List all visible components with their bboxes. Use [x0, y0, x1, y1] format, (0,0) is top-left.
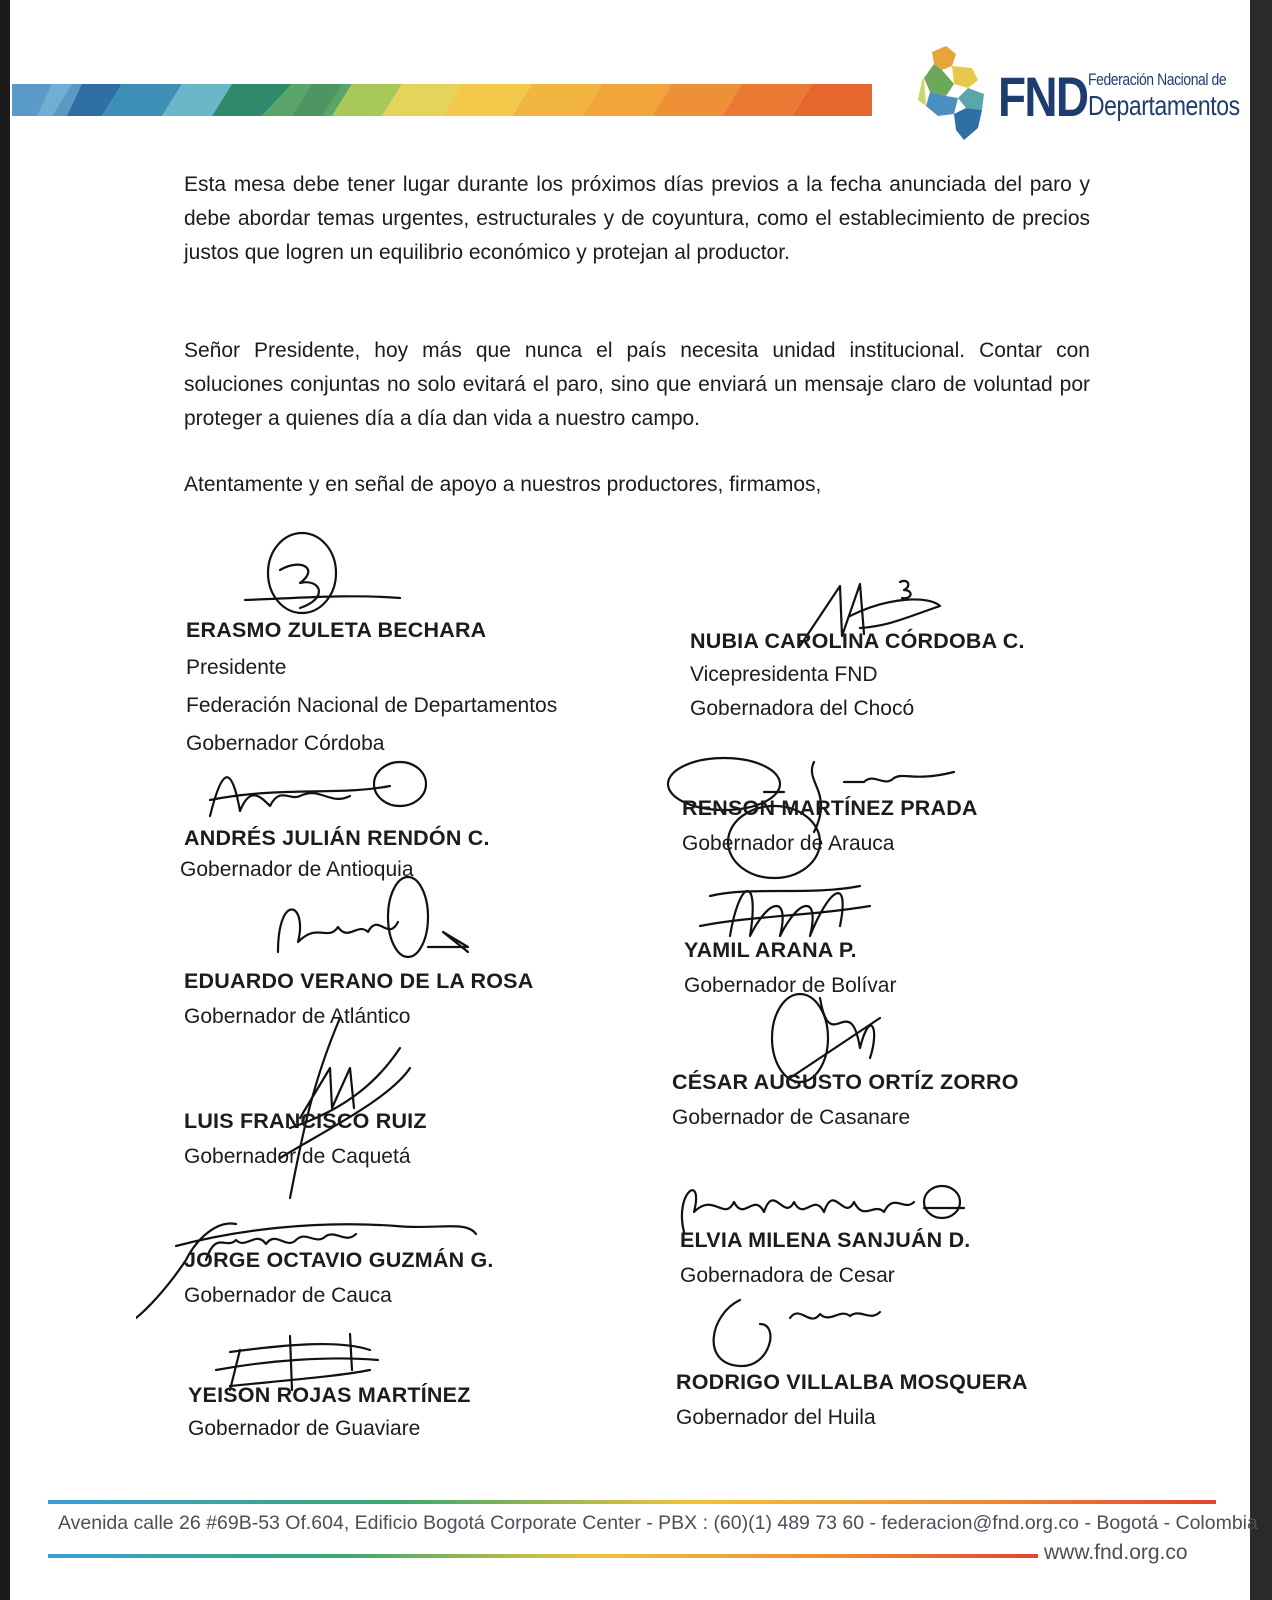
signatory-role: Gobernador de Arauca [682, 832, 895, 855]
signatory-ruiz [184, 1103, 427, 1175]
signatory-verano [184, 963, 533, 1035]
signatory-name: CÉSAR AUGUSTO ORTÍZ ZORRO [672, 1070, 1019, 1094]
signatory-role: Presidente [186, 656, 287, 679]
letter-closing: Atentamente y en señal de apoyo a nuestros productores, firmamos, [184, 473, 822, 496]
logo-line1: Federación Nacional de [1088, 70, 1227, 89]
signatory-name: YAMIL ARANA P. [684, 938, 857, 962]
signatory-role: Gobernador de Caquetá [184, 1145, 411, 1168]
signatory-ortiz [672, 1064, 1019, 1136]
logo-line2: Departamentos [1088, 90, 1240, 121]
signatory-name: ERASMO ZULETA BECHARA [186, 618, 487, 642]
footer-divider-top [48, 1500, 1216, 1504]
signatory-arana [684, 932, 896, 1004]
signatory-role: Gobernador de Bolívar [684, 974, 897, 997]
signatory-name: EDUARDO VERANO DE LA ROSA [184, 969, 534, 993]
letter-paragraph-1: Esta mesa debe tener lugar durante los próximos días previos a la fecha anunciada del paro y debe abordar temas urgentes, estructurales y de coyuntura, como el establecimiento de precios justos que logren un equilibrio económico y protejan al productor. [184, 173, 1090, 264]
page-frame-left [0, 0, 10, 1600]
letter-paragraph-2: Señor Presidente, hoy más que nunca el país necesita unidad institucional. Contar con soluciones conjuntas no solo evitará el paro, sino que enviará un mensaje claro de voluntad por proteger a quienes día a día dan vida a nuestro campo. [184, 339, 1090, 430]
signatory-role: Federación Nacional de Departamentos [186, 694, 558, 717]
page-frame-right [1250, 0, 1272, 1600]
signatory-rojas [188, 1378, 471, 1446]
signatory-name: YEISON ROJAS MARTÍNEZ [188, 1383, 471, 1407]
signatory-name: NUBIA CAROLINA CÓRDOBA C. [690, 629, 1025, 653]
signatory-role: Vicepresidenta FND [690, 663, 878, 686]
signatory-role: Gobernador Córdoba [186, 732, 385, 755]
signatory-name: LUIS FRANCISCO RUIZ [184, 1109, 427, 1133]
signatory-guzman [184, 1242, 494, 1314]
signatory-zuleta [186, 612, 557, 762]
signatory-cordoba [690, 624, 1025, 726]
colombia-map-icon [912, 44, 992, 144]
header-color-band [12, 84, 872, 116]
signatory-martinez [682, 790, 978, 862]
signatory-role: Gobernador de Casanare [672, 1106, 911, 1129]
footer-website-link[interactable]: www.fnd.org.co [1044, 1541, 1188, 1564]
signatory-role: Gobernador de Cauca [184, 1284, 392, 1307]
signatory-role: Gobernadora del Chocó [690, 697, 915, 720]
signatory-name: ANDRÉS JULIÁN RENDÓN C. [184, 826, 490, 850]
footer-address: Avenida calle 26 #69B-53 Of.604, Edificio Bogotá Corporate Center - PBX : (60)(1) 489 73 60 - federacion@fnd.org.co - Bogotá - Colombia [58, 1512, 1258, 1534]
signatory-rendon [180, 822, 490, 886]
footer-divider-bottom [48, 1554, 1038, 1558]
signatory-name: JORGE OCTAVIO GUZMÁN G. [184, 1248, 494, 1272]
signatory-role: Gobernador de Antioquia [180, 858, 414, 881]
signatory-role: Gobernador de Atlántico [184, 1005, 411, 1028]
signatory-name: RENSON MARTÍNEZ PRADA [682, 796, 978, 820]
fnd-logo [912, 44, 1240, 144]
signatory-name: RODRIGO VILLALBA MOSQUERA [676, 1370, 1028, 1394]
signatory-sanjuan [680, 1222, 970, 1294]
signature-villalba [700, 1294, 890, 1374]
signatory-role: Gobernador del Huila [676, 1406, 876, 1429]
logo-acronym: FND [998, 65, 1088, 128]
signatory-role: Gobernadora de Cesar [680, 1264, 895, 1287]
signatory-role: Gobernador de Guaviare [188, 1417, 421, 1440]
signatory-name: ELVIA MILENA SANJUÁN D. [680, 1228, 971, 1252]
signatory-villalba [676, 1364, 1028, 1436]
